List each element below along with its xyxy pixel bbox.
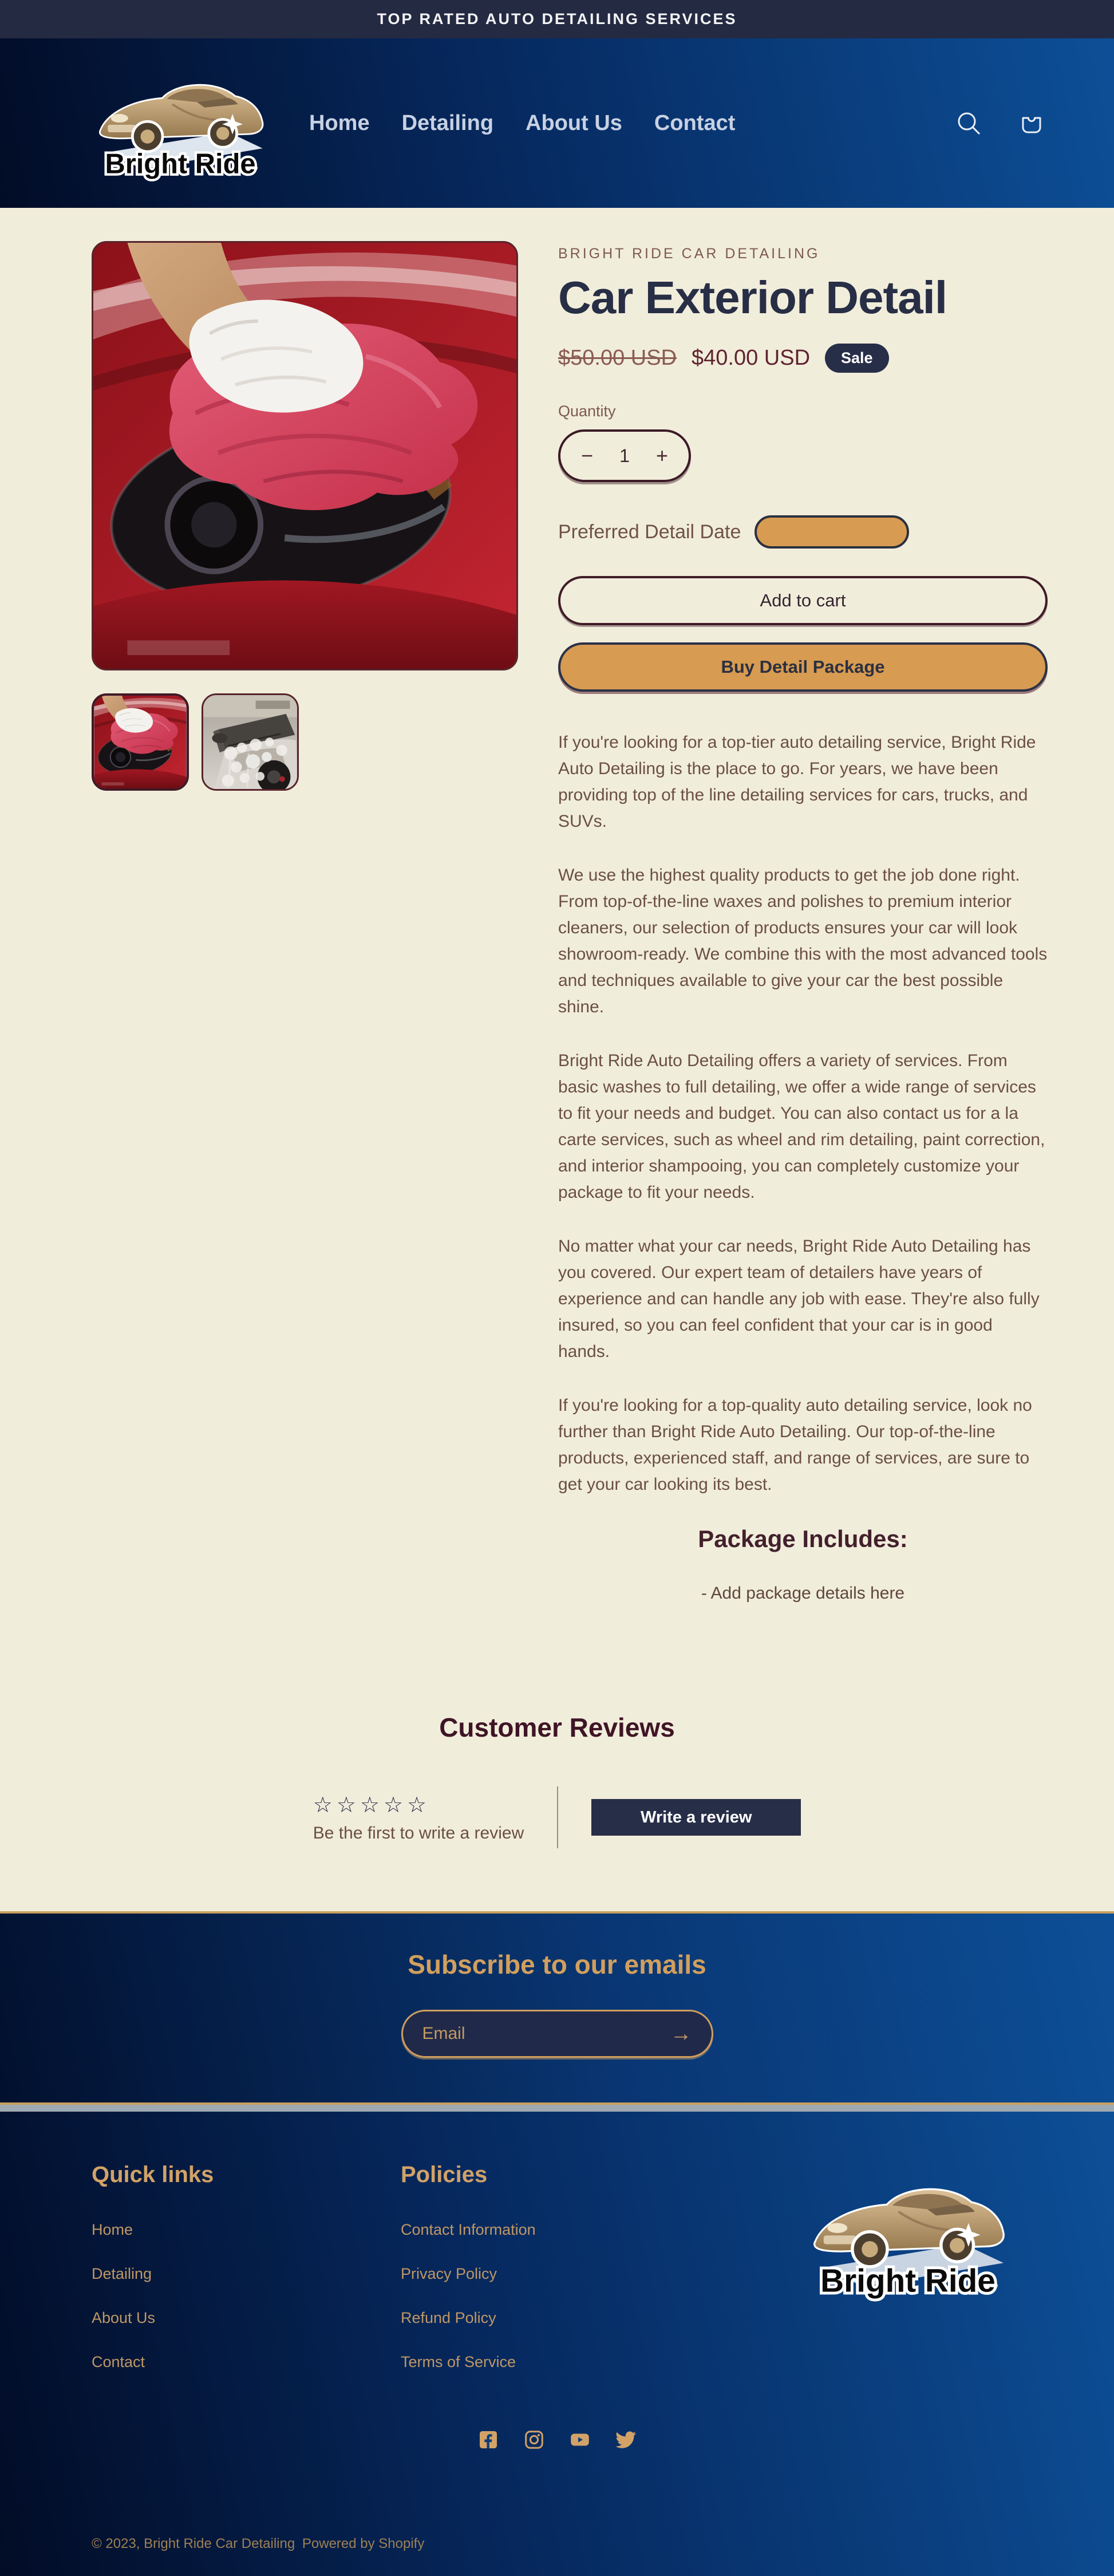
footer-logo-text: Bright Ride xyxy=(820,2263,996,2299)
product-title: Car Exterior Detail xyxy=(558,272,947,323)
reviews-heading: Customer Reviews xyxy=(439,1713,675,1742)
quick-links-column xyxy=(92,2162,401,2397)
customer-reviews-section xyxy=(0,1712,1114,1911)
thumbnail-list xyxy=(92,693,518,791)
description-paragraph: No matter what your car needs, Bright Ride Auto Detailing has you covered. Our expert team of detailers have years of experience and can handle any job with ease. They're also fully insured, so you can feel confident that your car is in good hands. xyxy=(558,1237,1040,1361)
rating-block xyxy=(313,1792,524,1843)
product-main-image xyxy=(92,241,518,670)
policies-column xyxy=(401,2162,710,2397)
footer-columns xyxy=(92,2162,1022,2397)
twitter-icon[interactable] xyxy=(615,2429,636,2450)
cart-icon[interactable] xyxy=(1018,109,1045,137)
footer-link-contact[interactable]: Contact xyxy=(92,2353,145,2370)
vertical-divider xyxy=(557,1786,558,1848)
newsletter-section xyxy=(0,1911,1114,2105)
footer-link-detailing[interactable]: Detailing xyxy=(92,2265,152,2282)
policies-heading: Policies xyxy=(401,2162,488,2187)
site-header xyxy=(0,38,1114,208)
main-nav xyxy=(309,111,735,136)
description-paragraph: Bright Ride Auto Detailing offers a variety of services. From basic washes to full detailing, we offer a wide range of services to fit your needs and budget. You can also contact us for a la carte services, such as wheel and rim detailing, paint correction, and interior shampooing, you can completely customize your package to fit your needs. xyxy=(558,1051,1045,1202)
nav-home[interactable]: Home xyxy=(309,111,370,135)
site-footer xyxy=(0,2105,1114,2576)
email-submit-arrow-icon[interactable]: → xyxy=(670,2021,692,2046)
thumbnail-red-car[interactable] xyxy=(92,693,189,791)
announcement-text: TOP RATED AUTO DETAILING SERVICES xyxy=(377,10,737,27)
thumbnail-foam-car[interactable] xyxy=(202,693,299,791)
package-includes-heading: Package Includes: xyxy=(698,1525,908,1552)
product-gallery xyxy=(92,241,518,1603)
footer-link-contact-information[interactable]: Contact Information xyxy=(401,2221,536,2238)
vendor-label: BRIGHT RIDE CAR DETAILING xyxy=(558,246,820,262)
logo-text: Bright Ride xyxy=(105,148,256,180)
copyright-text[interactable]: © 2023, Bright Ride Car Detailing xyxy=(92,2536,295,2551)
announcement-bar xyxy=(0,0,1114,38)
email-input[interactable] xyxy=(422,2024,670,2044)
youtube-icon[interactable] xyxy=(570,2429,590,2450)
quantity-label: Quantity xyxy=(558,403,616,420)
search-icon[interactable] xyxy=(955,109,982,137)
footer-link-about-us[interactable]: About Us xyxy=(92,2309,156,2326)
quantity-decrease-button[interactable]: − xyxy=(581,444,594,467)
quantity-input[interactable]: 1 xyxy=(619,445,630,466)
preferred-date-label: Preferred Detail Date xyxy=(558,520,741,543)
preferred-date-input[interactable] xyxy=(754,515,909,549)
social-icons-row xyxy=(92,2429,1022,2450)
quantity-increase-button[interactable]: + xyxy=(655,444,668,467)
regular-price: $50.00 USD xyxy=(558,346,677,370)
sale-price: $40.00 USD xyxy=(692,346,811,370)
nav-about-us[interactable]: About Us xyxy=(526,111,622,135)
footer-link-home[interactable]: Home xyxy=(92,2221,133,2238)
footer-logo-wrap xyxy=(805,2162,1022,2397)
nav-detailing[interactable]: Detailing xyxy=(401,111,494,135)
reviews-row xyxy=(0,1786,1114,1848)
write-review-button[interactable]: Write a review xyxy=(591,1799,801,1836)
package-details-text: - Add package details here xyxy=(701,1584,905,1603)
sale-badge: Sale xyxy=(825,344,889,373)
footer-link-terms-of-service[interactable]: Terms of Service xyxy=(401,2353,516,2370)
newsletter-heading: Subscribe to our emails xyxy=(408,1950,706,1979)
footer-link-refund-policy[interactable]: Refund Policy xyxy=(401,2309,496,2326)
brand-logo[interactable] xyxy=(92,60,269,186)
product-details xyxy=(558,241,1048,1603)
product-section xyxy=(0,208,1114,1603)
no-reviews-text: Be the first to write a review xyxy=(313,1823,524,1843)
powered-by-text[interactable]: Powered by Shopify xyxy=(302,2536,425,2551)
instagram-icon[interactable] xyxy=(524,2429,544,2450)
header-icons xyxy=(955,109,1045,137)
add-to-cart-button[interactable]: Add to cart xyxy=(558,576,1048,625)
preferred-date-row xyxy=(558,515,1048,549)
product-description xyxy=(558,729,1048,1498)
quick-links-heading: Quick links xyxy=(92,2162,214,2187)
price-row xyxy=(558,344,1048,373)
copyright-line xyxy=(92,2536,1022,2552)
buy-package-button[interactable]: Buy Detail Package xyxy=(558,642,1048,692)
email-field-wrap xyxy=(401,2010,713,2058)
description-paragraph: If you're looking for a top-quality auto detailing service, look no further than Bright Ride Auto Detailing. Our top-of-the-line products, experienced staff, and range of services, are sure to get your car looking its best. xyxy=(558,1396,1032,1494)
quantity-stepper xyxy=(558,429,691,482)
facebook-icon[interactable] xyxy=(478,2429,499,2450)
footer-link-privacy-policy[interactable]: Privacy Policy xyxy=(401,2265,497,2282)
star-rating-icons: ☆☆☆☆☆ xyxy=(313,1793,431,1817)
nav-contact[interactable]: Contact xyxy=(654,111,736,135)
description-paragraph: If you're looking for a top-tier auto detailing service, Bright Ride Auto Detailing is the place to go. For years, we have been providing top of the line detailing services for cars, trucks, and SUVs. xyxy=(558,733,1036,831)
description-paragraph: We use the highest quality products to get the job done right. From top-of-the-line waxes and polishes to premium interior cleaners, our selection of products ensures your car will look showroom-ready. We combine this with the most advanced tools and techniques available to give your car the best possible shine. xyxy=(558,866,1048,1016)
footer-brand-logo xyxy=(805,2162,1011,2305)
